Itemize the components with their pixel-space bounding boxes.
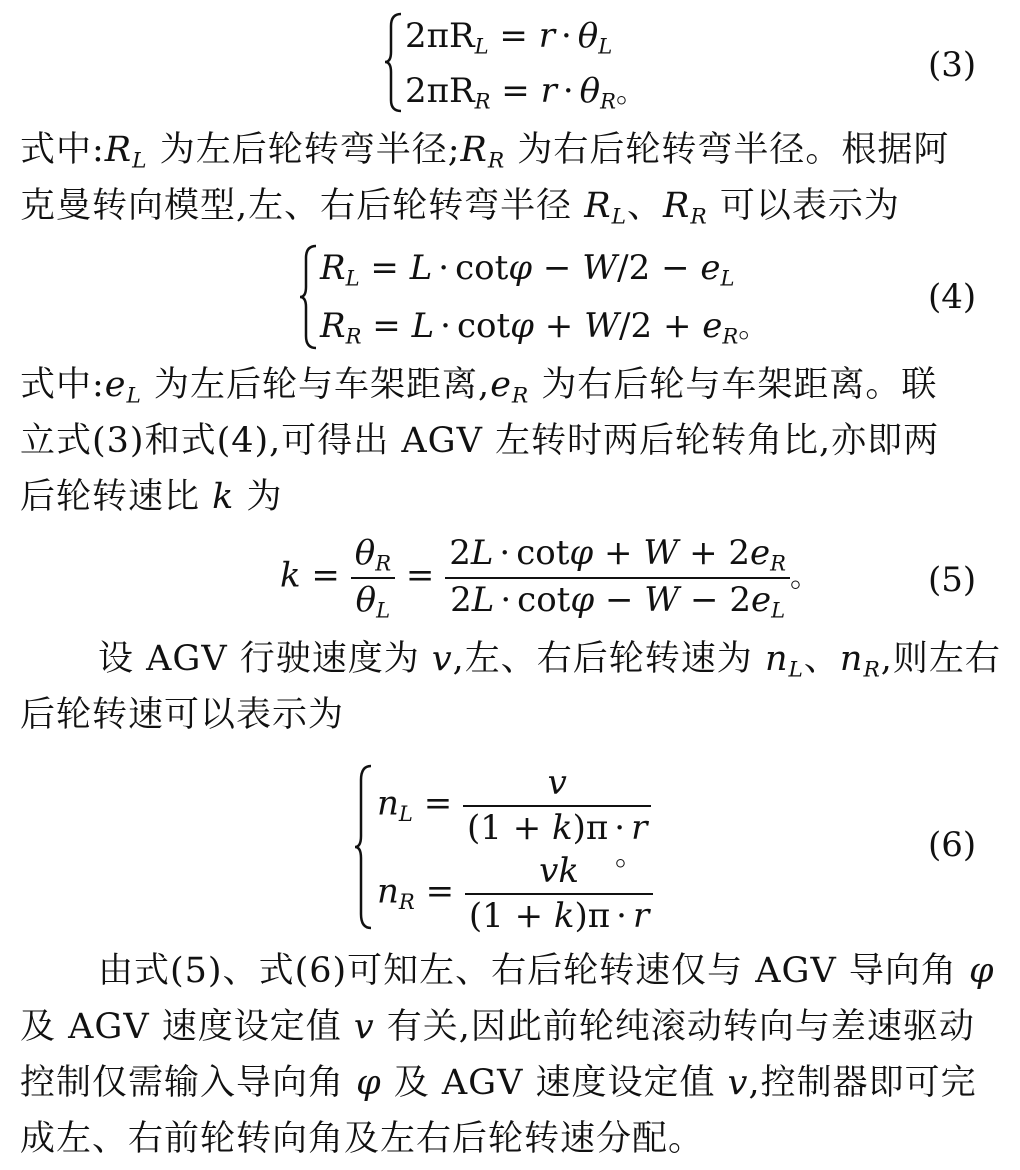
left-brace-icon: [353, 762, 375, 932]
text-line: 及 AGV 速度设定值 v 有关,因此前轮纯滚动转向与差速驱动: [20, 1007, 975, 1047]
text-line: 成左、右前轮转向角及左右后轮转速分配。: [20, 1119, 705, 1159]
equation-4: $R_L = L \cdot \cot\varphi - W/2 - e_L$ $R_R = L \cdot \cot\varphi + W/2 + e_R$。: [298, 242, 738, 352]
equation-number-5: (5): [928, 560, 977, 600]
left-brace-icon: [383, 10, 405, 115]
text-line: 式中$:R_L$ 为左后轮转弯半径$;R_R$ 为右后轮转弯半径。根据阿: [20, 130, 950, 174]
left-brace-icon: [298, 242, 320, 352]
text-line: 后轮转速可以表示为: [20, 695, 345, 735]
equation-number-6: (6): [928, 825, 977, 865]
equation-5: k = $\frac{\theta_R}{\theta_L}$ = $\frac{2L \cdot \cot\varphi + W + 2e_R}{2L \cdot \cot\varphi - W - 2e_L}$ 。: [280, 533, 821, 622]
equation-3: $2\pi R_L = r \cdot \theta_L$ $2\pi R_R = r \cdot \theta_R$。: [383, 10, 643, 115]
equation-number-3: (3): [928, 45, 977, 85]
text-line: 控制仅需输入导向角 φ 及 AGV 速度设定值 v,控制器即可完: [20, 1063, 977, 1103]
text-line: 克曼转向模型,左、右后轮转弯半径 $R_L$、$R_R$ 可以表示为: [20, 186, 900, 230]
text-line: 后轮转速比 k 为: [20, 477, 283, 517]
text-line: 立式(3)和式(4),可得出 AGV 左转时两后轮转角比,亦即两: [20, 421, 940, 461]
fraction: $\frac{2L \cdot \cot\varphi + W + 2e_R}{2L \cdot \cot\varphi - W - 2e_L}$: [445, 532, 790, 623]
text-line: 由式(5)、式(6)可知左、右后轮转速仅与 AGV 导向角 φ: [98, 951, 995, 991]
text-line: 式中$:e_L$ 为左后轮与车架距离$,e_R$ 为右后轮与车架距离。联: [20, 365, 938, 409]
equation-6: $n_L$ = $\frac{v}{(1 + k)\pi \cdot r}$ $n_R$ = $\frac{vk}{(1 + k)\pi \cdot r}$ 。: [353, 762, 673, 932]
fraction: $\frac{vk}{(1 + k)\pi \cdot r}$: [465, 850, 653, 937]
fraction: $\frac{v}{(1 + k)\pi \cdot r}$: [463, 762, 651, 849]
equation-number-4: (4): [928, 277, 977, 317]
fraction: $\frac{\theta_R}{\theta_L}$: [351, 532, 395, 623]
text-line: 设 AGV 行驶速度为 v,左、右后轮转速为 $n_L$、$n_R$,则左右: [98, 639, 1001, 683]
